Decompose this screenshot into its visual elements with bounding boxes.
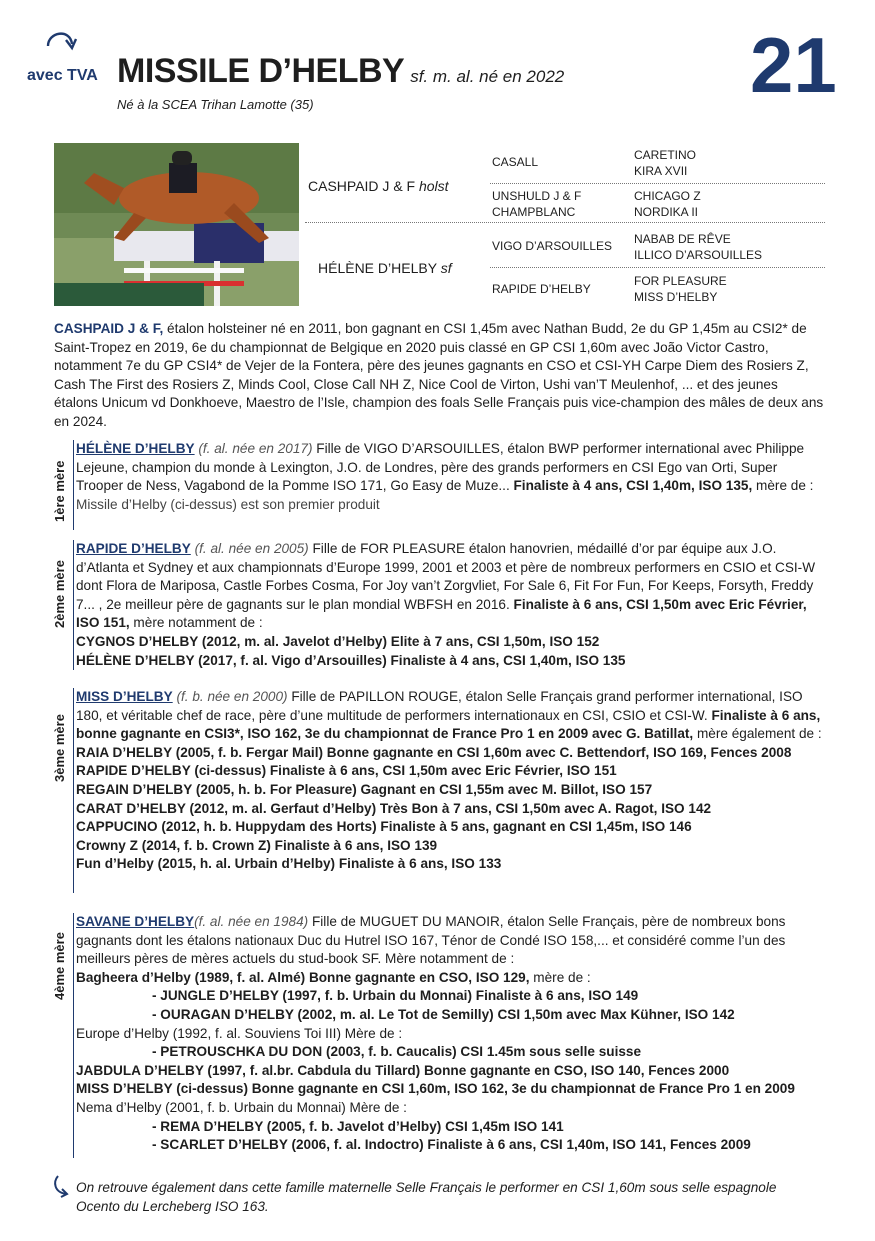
third-dam-product-2: RAPIDE D’HELBY (ci-dessus) Finaliste à 6 ans, CSI 1,50m avec Eric Février, ISO 151: [76, 763, 617, 779]
ggp-3: CHICAGO Z: [634, 189, 701, 203]
horse-title: [117, 52, 564, 91]
granddam-1-line1: UNSHULD J & F: [492, 189, 582, 203]
dam-label: HÉLÈNE D’HELBY: [318, 260, 437, 276]
hook-arrow-icon: [52, 1174, 72, 1198]
first-dam-block: [76, 440, 824, 514]
fourth-dam-line-3: - OURAGAN D’HELBY (2002, m. al. Le Tot de Semilly) CSI 1,50m avec Max Kühner, ISO 142: [152, 1006, 735, 1022]
great-grandparents-2: [634, 188, 701, 220]
third-dam-after: mère également de :: [693, 726, 822, 742]
sire-name: [308, 178, 449, 194]
first-dam-line2: Missile d’Helby (ci-dessus) est son premier produit: [76, 496, 380, 512]
fourth-dam-line-6: JABDULA D’HELBY (1997, f. al.br. Cabdula du Tillard) Bonne gagnante en CSO, ISO 140, Fences 2000: [76, 1062, 730, 1078]
sire-desc-body: étalon holsteiner né en 2011, bon gagnant en CSI 1,45m avec Nathan Budd, 2e du GP 1,45m au CSI2* de Saint-Tropez en 2019, 6e du championnat de Belgique en 2020 puis classé en GP CSI 1,60m avec João Victor Castro, notamment 7e du GP CSI4* de Vejer de la Fontera, père des jeunes gagnants en CSO et CSI-YH Carpe Diem des Rosiers Z, Cash The First des Rosiers Z, Minds Cool, Close Call NH Z, Nice Cool de Virton, Ushi van’T Meulenhof, ... et des jeunes étalons Unicum vd Donkhoeve, Maestro de l’Isle, champion des foals Selle Français puis vice-champion des mâles de deux ans en 2024.: [54, 321, 824, 429]
third-dam-title: MISS D’HELBY: [76, 689, 173, 704]
sire-desc-name: CASHPAID J & F,: [54, 321, 164, 336]
dam-name: [318, 260, 452, 276]
second-dam-product-2: HÉLÈNE D’HELBY (2017, f. al. Vigo d’Arsouilles) Finaliste à 4 ans, CSI 1,40m, ISO 135: [76, 652, 626, 668]
fourth-dam-line-1: Bagheera d’Helby (1989, f. al. Almé) Bonne gagnante en CSO, ISO 129,: [76, 969, 530, 985]
ggp-2: KIRA XVII: [634, 164, 688, 178]
fourth-dam-title: SAVANE D’HELBY: [76, 914, 195, 929]
second-dam-after: mère notamment de :: [129, 615, 263, 631]
pedigree-divider-2: [490, 267, 825, 268]
gen-line-1: [73, 440, 74, 530]
gen-label-4: 4ème mère: [52, 932, 67, 1000]
third-dam-product-7: Fun d’Helby (2015, h. al. Urbain d’Helby) Finaliste à 6 ans, ISO 133: [76, 856, 502, 872]
great-grandparents-3: [634, 231, 762, 263]
gen-line-2: [73, 540, 74, 670]
fourth-dam-block: [76, 913, 824, 1155]
gen-line-3: [73, 688, 74, 893]
ggp-6: ILLICO D’ARSOUILLES: [634, 248, 763, 262]
grandsire-1: CASALL: [492, 155, 539, 169]
pedigree-divider-main: [305, 222, 825, 223]
gen-line-4: [73, 913, 74, 1158]
ggp-5: NABAB DE RÊVE: [634, 232, 731, 246]
first-dam-sub: (f. al. née en 2017): [198, 441, 313, 456]
ggp-4: NORDIKA II: [634, 205, 699, 219]
third-dam-text: Fille de PAPILLON ROUGE, étalon Selle Français grand performer international, ISO 180, et véritable chef de race, père d’une multitude de performers internationaux en CSI, CSIO et CSI-W.: [76, 689, 803, 723]
horse-photo: [54, 143, 299, 306]
dam-breed: sf: [440, 260, 452, 276]
third-dam-product-5: CAPPUCINO (2012, h. b. Huppydam des Horts) Finaliste à 5 ans, gagnant en CSI 1,45m, ISO 146: [76, 819, 692, 835]
third-dam-sub: (f. b. née en 2000): [176, 689, 288, 704]
fourth-dam-line-7: MISS D’HELBY (ci-dessus) Bonne gagnante en CSI 1,60m, ISO 162, 3e du championnat de France Pro 1 en 2009: [76, 1081, 795, 1097]
second-dam-text: Fille de FOR PLEASURE étalon hanovrien, médaillé d’or par équipe aux J.O. d’Atlanta et Sydney et aux championnats d’Europe 1999, 2001 et 2003 et père de nombreux performers en CSIO et CSI-W dont Flora de Mariposa, Castle Forbes Cosma, For Joy van’t Zorgvliet, For Sale 6, Fit For Fun, For Keeps, Forsyth, Freddy 7... , 2e meilleur père de gagnants sur le plan mondial WBFSH en 2016.: [76, 541, 816, 612]
ggp-1: CARETINO: [634, 148, 697, 162]
first-dam-text: Fille de VIGO D’ARSOUILLES, étalon BWP performer international avec Philippe Lejeune, champion du monde à Lexington, J.O. de Londres, père des grands performers en CSI Ego van Orti, Super Trooper de Ness, Vagabond de la Pomme ISO 171, Go Easy de Muze...: [76, 441, 805, 494]
second-dam-product-1: CYGNOS D’HELBY (2012, m. al. Javelot d’Helby) Elite à 7 ans, CSI 1,50m, ISO 152: [76, 633, 600, 649]
ggp-8: MISS D’HELBY: [634, 290, 718, 304]
third-dam-product-6: Crowny Z (2014, f. b. Crown Z) Finaliste à 6 ans, ISO 139: [76, 837, 438, 853]
third-dam-block: [76, 688, 824, 874]
fourth-dam-line-8: Nema d’Helby (2001, f. b. Urbain du Monnai) Mère de :: [76, 1099, 407, 1115]
footer-note: On retrouve également dans cette famille maternelle Selle Français le performer en CSI 1,60m sous selle espagnole Ocento du Lercheberg ISO 163.: [76, 1180, 777, 1214]
fourth-dam-line-9: - REMA D’HELBY (2005, f. b. Javelot d’Helby) CSI 1,45m ISO 141: [152, 1118, 564, 1134]
granddam-1-line2: CHAMPBLANC: [492, 205, 576, 219]
sire-breed: holst: [418, 178, 449, 194]
fourth-dam-line-4: Europe d’Helby (1992, f. al. Souviens Toi III) Mère de :: [76, 1025, 403, 1041]
first-dam-after: mère de :: [752, 478, 814, 494]
breeder-line: Né à la SCEA Trihan Lamotte (35): [117, 97, 314, 112]
lot-number: 21: [750, 21, 837, 109]
first-dam-title: HÉLÈNE D’HELBY: [76, 441, 195, 456]
third-dam-bold: Finaliste à 6 ans, bonne gagnante en CSI3*, ISO 162, 3e du championnat de France Pro 1 en 2009 avec G. Batillat,: [76, 707, 821, 742]
horse-description: sf. m. al. né en 2022: [410, 67, 565, 86]
grandsire-2: VIGO D’ARSOUILLES: [492, 239, 613, 253]
second-dam-sub: (f. al. née en 2005): [194, 541, 309, 556]
second-dam-bold: Finaliste à 6 ans, CSI 1,50m avec Eric Février, ISO 151,: [76, 596, 807, 631]
great-grandparents-1: [634, 147, 696, 179]
second-dam-block: [76, 540, 824, 670]
curved-arrow-icon: [44, 26, 78, 64]
sire-description: [54, 320, 824, 432]
fourth-dam-line-5: - PETROUSCHKA DU DON (2003, f. b. Caucalis) CSI 1.45m sous selle suisse: [152, 1044, 642, 1060]
gen-label-2: 2ème mère: [52, 560, 67, 628]
fourth-dam-line-2: - JUNGLE D’HELBY (1997, f. b. Urbain du Monnai) Finaliste à 6 ans, ISO 149: [152, 988, 639, 1004]
third-dam-product-1: RAIA D’HELBY (2005, f. b. Fergar Mail) Bonne gagnante en CSI 1,60m avec C. Bettendorf, ISO 169, Fences 2008: [76, 744, 792, 760]
pedigree-divider-1: [490, 183, 825, 184]
fourth-dam-line-1b: mère de :: [529, 969, 591, 985]
gen-label-1: 1ère mère: [52, 460, 67, 522]
granddam-2: RAPIDE D’HELBY: [492, 282, 591, 296]
third-dam-product-4: CARAT D’HELBY (2012, m. al. Gerfaut d’Helby) Très Bon à 7 ans, CSI 1,50m avec A. Ragot, ISO 142: [76, 800, 712, 816]
horse-name: MISSILE D’HELBY: [117, 52, 405, 90]
fourth-dam-sub: (f. al. née en 1984): [194, 914, 309, 929]
fourth-dam-line-10: - SCARLET D’HELBY (2006, f. al. Indoctro) Finaliste à 6 ans, CSI 1,40m, ISO 141, Fences 2009: [152, 1137, 751, 1153]
vat-label: avec TVA: [27, 67, 98, 84]
fourth-dam-text: Fille de MUGUET DU MANOIR, étalon Selle Français, père de nombreux bons gagnants dont les étalons nationaux Duc du Hutrel ISO 167, Ténor de Condé ISO 158,... et considéré comme l’un des meilleurs pères de mères actuels du stud-book SF. Mère notamment de :: [76, 914, 786, 967]
gen-label-3: 3ème mère: [52, 714, 67, 782]
granddam-1: [492, 188, 581, 220]
first-dam-bold: Finaliste à 4 ans, CSI 1,40m, ISO 135,: [513, 478, 753, 494]
great-grandparents-4: [634, 273, 727, 305]
ggp-7: FOR PLEASURE: [634, 274, 727, 288]
third-dam-product-3: REGAIN D’HELBY (2005, h. b. For Pleasure) Gagnant en CSI 1,55m avec M. Billot, ISO 157: [76, 781, 653, 797]
second-dam-title: RAPIDE D’HELBY: [76, 541, 191, 556]
sire-label: CASHPAID J & F: [308, 178, 416, 194]
